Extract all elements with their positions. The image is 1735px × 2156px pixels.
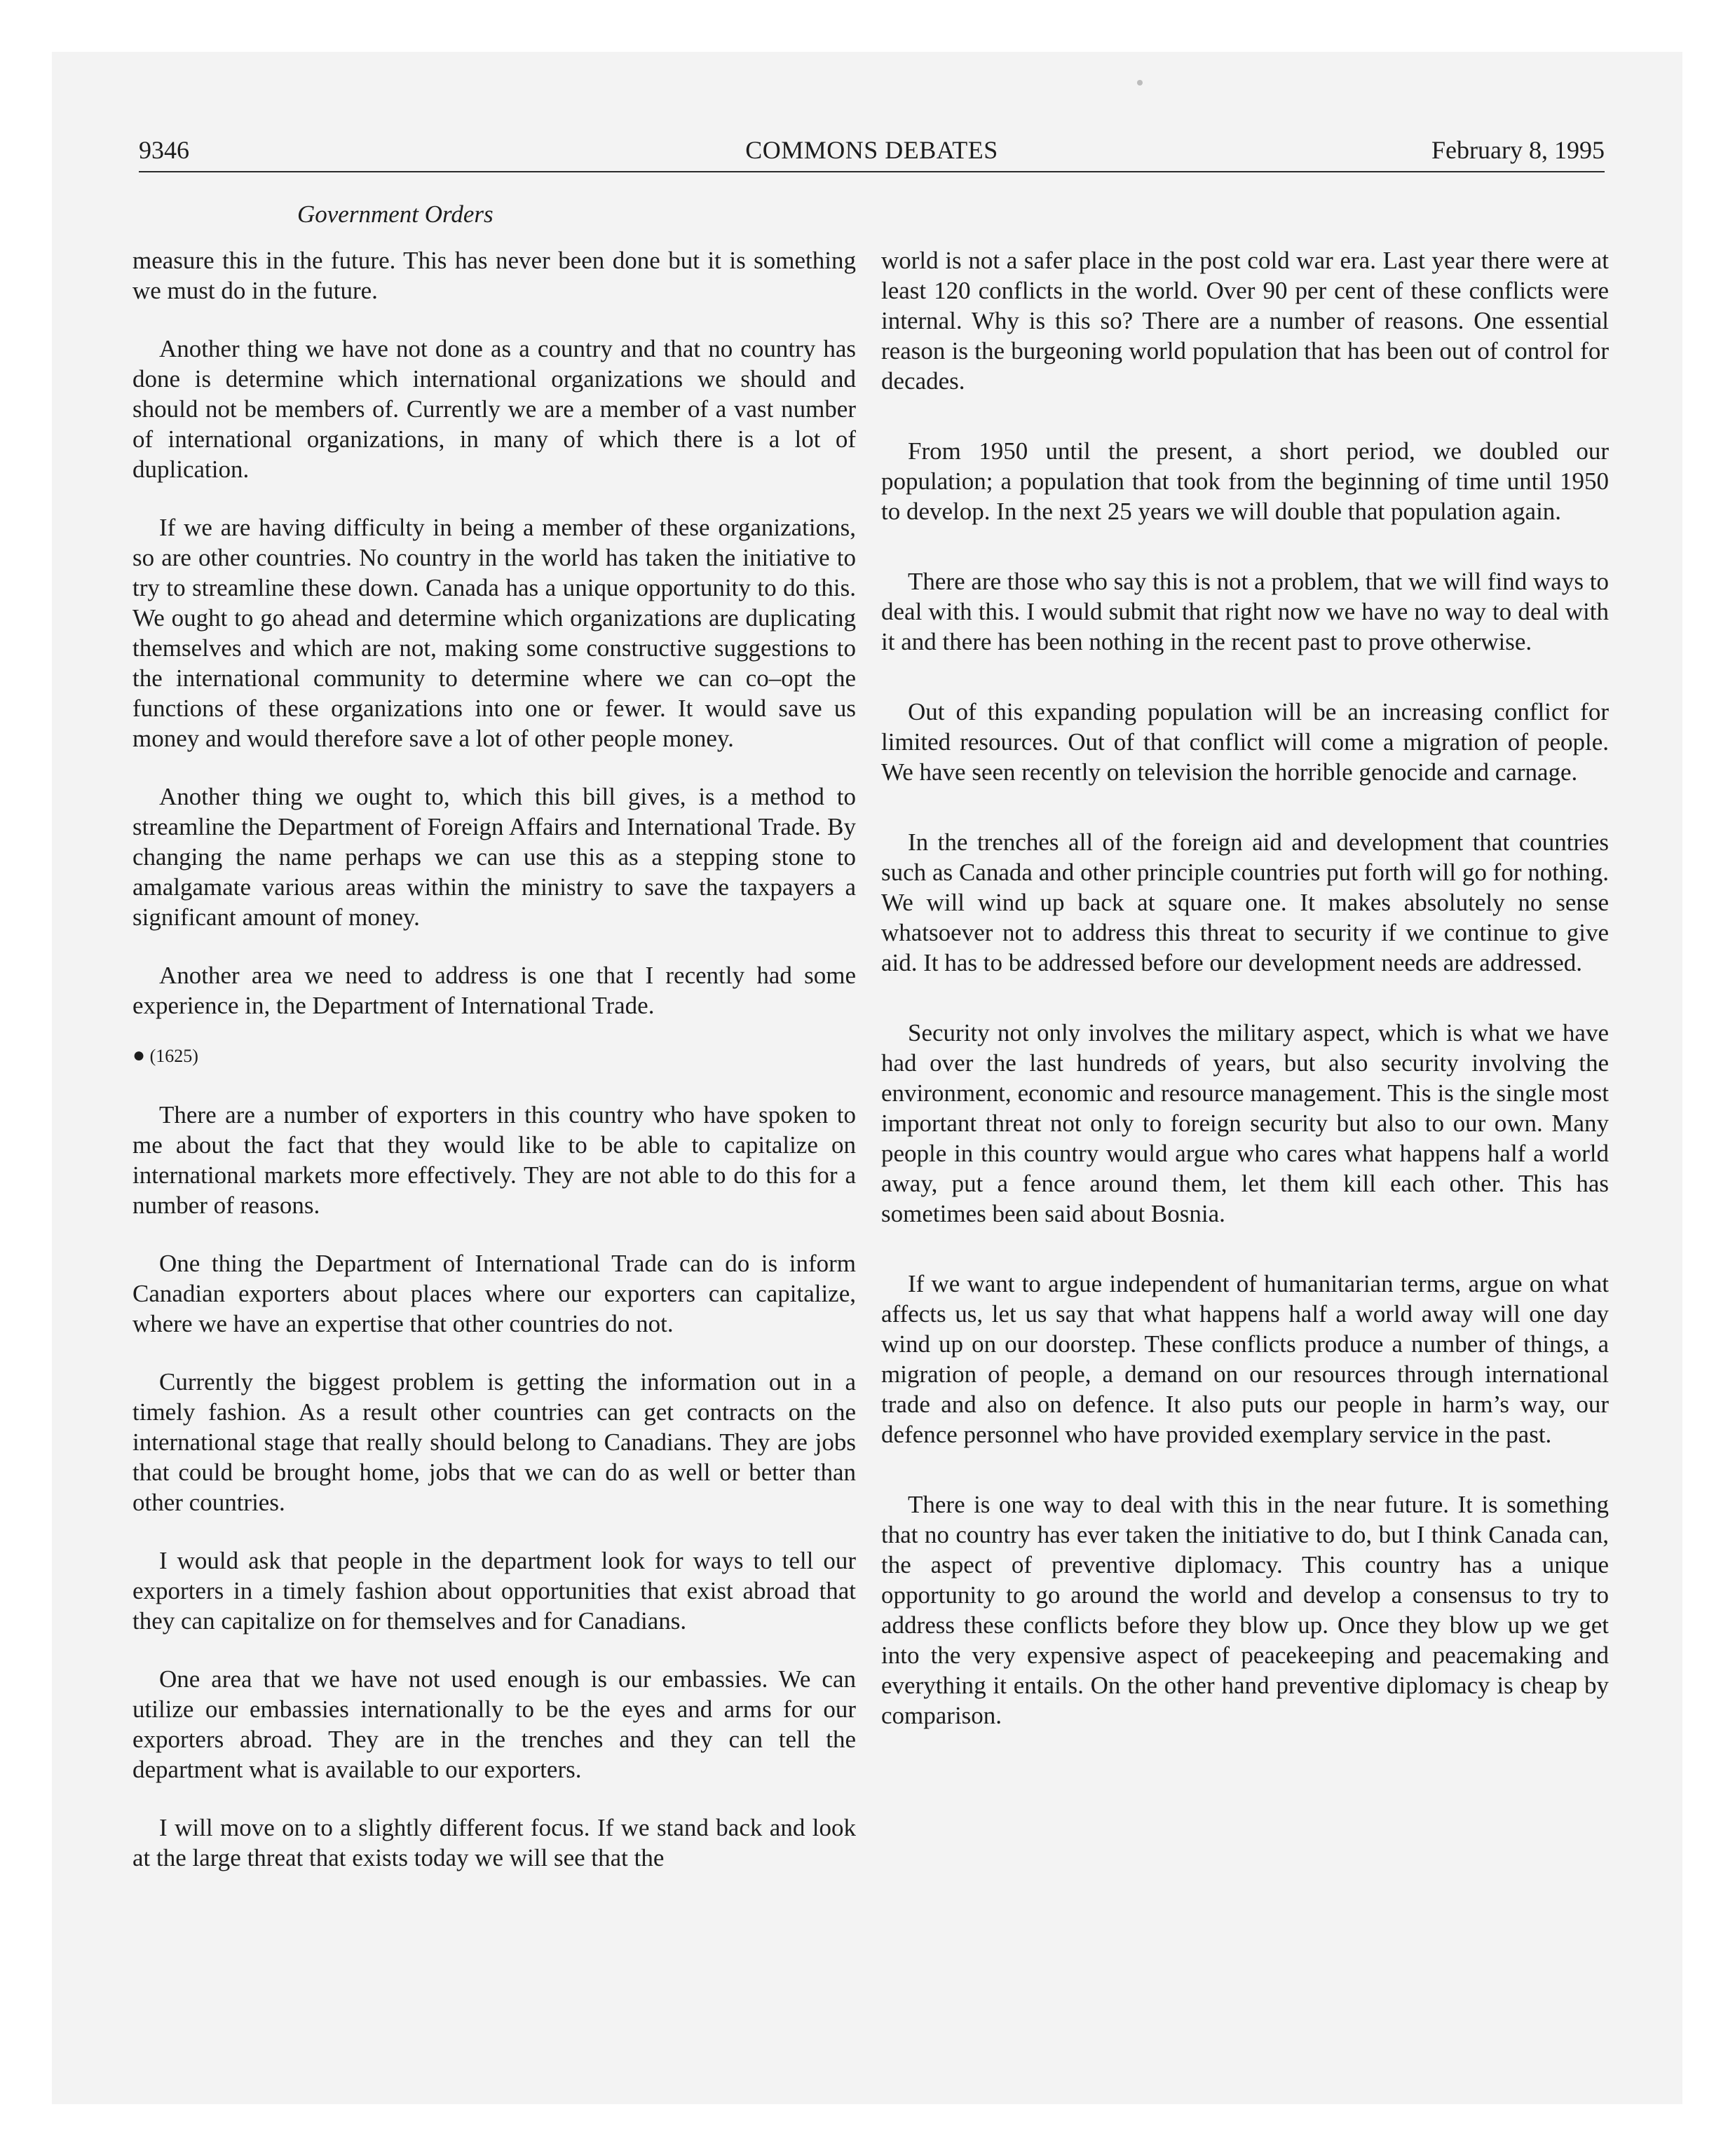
paragraph: measure this in the future. This has never been done but it is something we must do in the future. xyxy=(132,247,856,304)
paragraph: Another area we need to address is one that I recently had some experience in, the Department of International Trade. xyxy=(132,962,856,1019)
paragraph: Currently the biggest problem is getting the information out in a timely fashion. As a result other countries can get contracts on the international stage that really should belong to Canadians. They are jobs that could be brought home, jobs that we can do as well or better than other countries. xyxy=(132,1368,856,1516)
right-column xyxy=(881,245,1609,1770)
paragraph: I would ask that people in the department look for ways to tell our exporters in a timely fashion about opportunities that exist abroad that they can capitalize on for themselves and for Canadians. xyxy=(132,1547,856,1635)
time-marker-text: (1625) xyxy=(149,1046,198,1066)
left-column xyxy=(132,245,856,1901)
paragraph: Another thing we have not done as a country and that no country has done is determine which international organizations we should and should not be members of. Currently we are a member of a vast number of international organizations, in many of which there is a lot of duplication. xyxy=(132,335,856,483)
section-title: Government Orders xyxy=(297,200,494,228)
paragraph: Out of this expanding population will be an increasing conflict for limited resources. Out of that conflict will come a migration of people. We have seen recently on television the horrible genocide and carnage. xyxy=(881,698,1609,786)
paragraph: One thing the Department of International Trade can do is inform Canadian exporters about places where our exporters can capitalize, where we have an expertise that other countries do not. xyxy=(132,1250,856,1337)
paragraph: There is one way to deal with this in the near future. It is something that no country has ever taken the initiative to do, but I think Canada can, the aspect of preventive diplomacy. This country has a unique opportunity to go around the world and develop a consensus to try to address these conflicts before they blow up. Once they blow up we get into the very expensive aspect of peacekeeping and peacemaking and everything it entails. On the other hand preventive diplomacy is cheap by comparison. xyxy=(881,1491,1609,1729)
scan-speck xyxy=(1137,80,1143,86)
paragraph: If we are having difficulty in being a member of these organizations, so are other countries. No country in the world has taken the initiative to try to streamline these down. Canada has a unique opportunity to do this. We ought to go ahead and determine which organizations are duplicating themselves and which are not, making some constructive suggestions to the international community to determine where we can co–opt the functions of these organizations into one or fewer. It would save us money and would therefore save a lot of other people money. xyxy=(132,514,856,752)
paragraph: world is not a safer place in the post cold war era. Last year there were at least 120 conflicts in the world. Over 90 per cent of these conflicts were internal. Why is this so? There are a number of reasons. One essential reason is the burgeoning world population that has been out of control for decades. xyxy=(881,247,1609,395)
page-date: February 8, 1995 xyxy=(1431,136,1605,164)
paragraph: There are those who say this is not a problem, that we will find ways to deal with this. I would submit that right now we have no way to deal with it and there has been nothing in the recent past to prove otherwise. xyxy=(881,568,1609,655)
time-marker xyxy=(132,1042,856,1070)
page-number: 9346 xyxy=(139,136,189,164)
paragraph: Security not only involves the military aspect, which is what we have had over the last hundreds of years, but also security involving the environment, economic and resource management. This is the single most important threat not only to foreign security but also to our own. Many people in this country would argue who cares what happens half a world away, put a fence around them, let them kill each other. This has sometimes been said about Bosnia. xyxy=(881,1019,1609,1227)
paragraph: If we want to argue independent of humanitarian terms, argue on what affects us, let us say that what happens half a world away will one day wind up on our doorstep. These conflicts produce a number of things, a migration of people, a demand on our resources through international trade and also on defence. It also puts our people in harm’s way, our defence personnel who have provided exemplary service in the past. xyxy=(881,1270,1609,1448)
paragraph: One area that we have not used enough is our embassies. We can utilize our embassies internationally to be the eyes and arms for our exporters abroad. They are in the trenches and they can tell the department what is available to our exporters. xyxy=(132,1665,856,1783)
paragraph: There are a number of exporters in this country who have spoken to me about the fact that they would like to be able to capitalize on international markets more effectively. They are not able to do this for a number of reasons. xyxy=(132,1101,856,1219)
bullet-icon: ● xyxy=(132,1044,146,1067)
paragraph: From 1950 until the present, a short period, we doubled our population; a population that took from the beginning of time until 1950 to develop. In the next 25 years we will double that population again. xyxy=(881,437,1609,525)
page-header xyxy=(139,129,1605,172)
journal-title: COMMONS DEBATES xyxy=(745,136,998,164)
scanned-page xyxy=(52,52,1682,2104)
paragraph: Another thing we ought to, which this bill gives, is a method to streamline the Department of Foreign Affairs and International Trade. By changing the name perhaps we can use this as a stepping stone to amalgamate various areas within the ministry to save the taxpayers a significant amount of money. xyxy=(132,783,856,931)
paragraph: In the trenches all of the foreign aid and development that countries such as Canada and other principle countries put forth will go for nothing. We will wind up back at square one. It makes absolutely no sense whatsoever not to address this threat to security if we continue to give aid. It has to be addressed before our development needs are addressed. xyxy=(881,828,1609,976)
paragraph: I will move on to a slightly different focus. If we stand back and look at the large threat that exists today we will see that the xyxy=(132,1814,856,1871)
